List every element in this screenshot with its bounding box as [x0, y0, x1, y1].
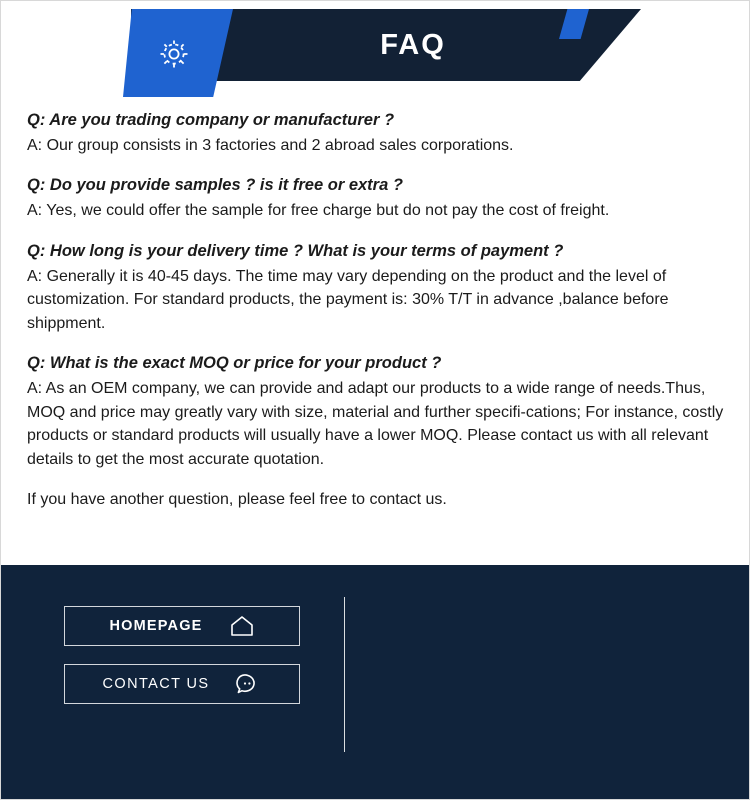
- faq-item: [27, 174, 725, 222]
- faq-content: [1, 97, 750, 509]
- homepage-button-label: HOMEPAGE: [109, 618, 203, 634]
- page-title: FAQ: [380, 28, 446, 61]
- faq-question: Q: How long is your delivery time ? What is your terms of payment ?: [27, 241, 564, 260]
- gear-icon: [157, 37, 191, 71]
- header-banner: [1, 1, 750, 97]
- footer-divider: [344, 597, 345, 752]
- contact-us-button-label: CONTACT US: [102, 676, 210, 692]
- faq-question: Q: What is the exact MOQ or price for your product ?: [27, 354, 442, 373]
- faq-item: [27, 352, 725, 471]
- faq-item: [27, 109, 725, 157]
- chat-bubble-icon: [235, 672, 261, 696]
- home-icon: [229, 614, 255, 638]
- footer: [1, 565, 750, 799]
- contact-us-button[interactable]: [64, 664, 300, 704]
- faq-question: Q: Do you provide samples ? is it free or extra ?: [27, 176, 403, 195]
- faq-answer: A: As an OEM company, we can provide and adapt our products to a wide range of needs.Thus, MOQ and price may greatly vary with size, material and further specifi-cations; For instance, costly products or standard products will usually have a lower MOQ. Please contact us with all relevant details to get the most accurate quotation.: [27, 380, 724, 468]
- faq-question: Q: Are you trading company or manufacturer ?: [27, 111, 395, 129]
- homepage-button[interactable]: [64, 606, 300, 646]
- faq-item: [27, 240, 725, 335]
- faq-answer: A: Yes, we could offer the sample for free charge but do not pay the cost of freight.: [27, 202, 610, 220]
- faq-answer: A: Generally it is 40-45 days. The time may vary depending on the product and the level of customization. For standard products, the payment is: 30% T/T in advance ,balance before shippment.: [27, 267, 669, 332]
- faq-answer: A: Our group consists in 3 factories and 2 abroad sales corporations.: [27, 136, 514, 154]
- closing-text: If you have another question, please feel free to contact us.: [27, 491, 447, 509]
